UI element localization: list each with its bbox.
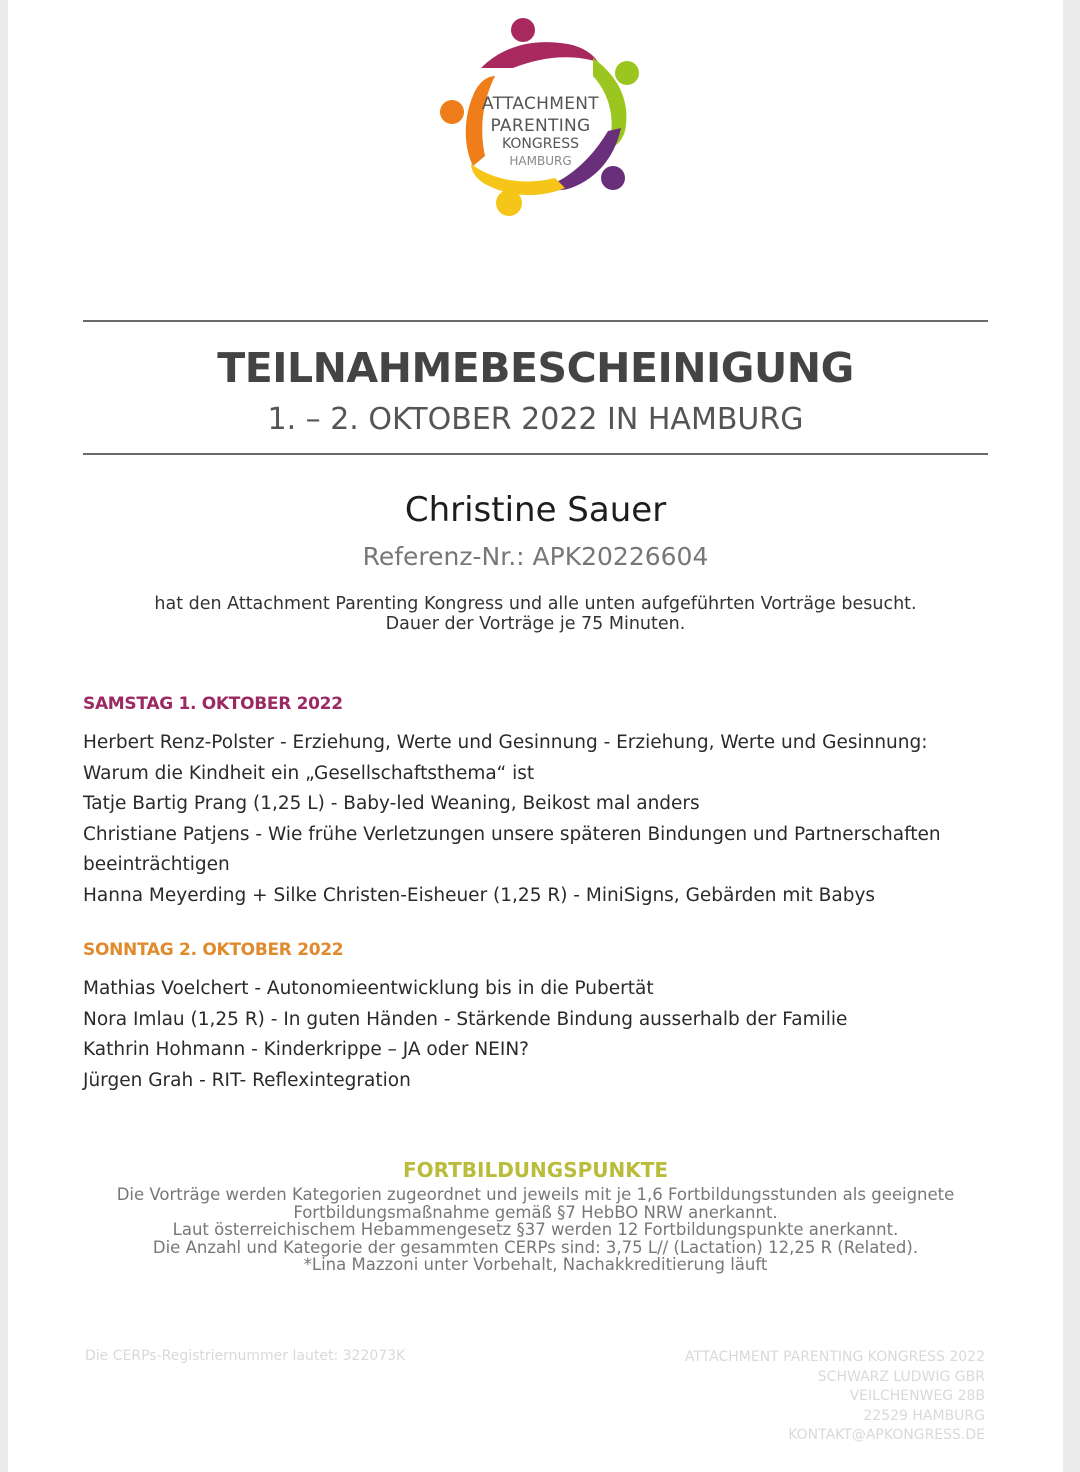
credits-section — [8, 1158, 1063, 1274]
talk-item: Mathias Voelchert - Autonomieentwicklung bis in die Pubertät — [83, 978, 654, 999]
sunday-heading: SONNTAG 2. OKTOBER 2022 — [83, 940, 344, 960]
event-dates: 1. – 2. OKTOBER 2022 IN HAMBURG — [267, 402, 804, 437]
credits-line: *Lina Mazzoni unter Vorbehalt, Nachakkreditierung läuft — [303, 1255, 768, 1274]
saturday-section — [83, 694, 988, 911]
talk-item: Jürgen Grah - RIT- Reflexintegration — [83, 1069, 411, 1091]
address-line: VEILCHENWEG 28B — [849, 1388, 985, 1404]
certificate-page — [8, 0, 1063, 1472]
sunday-section — [83, 940, 988, 1096]
talk-item: Herbert Renz-Polster - Erziehung, Werte und Gesinnung - Erziehung, Werte und Gesinnung: Warum die Kindheit ein „Gesellschaftsthema“ ist — [83, 732, 928, 784]
reference-number: Referenz-Nr.: APK20226604 — [362, 542, 709, 571]
intro-text — [8, 594, 1063, 634]
intro-line: hat den Attachment Parenting Kongress und alle unten aufgeführten Vorträge besucht. — [154, 594, 917, 614]
logo-text-hamburg: HAMBURG — [509, 154, 572, 168]
address-line: 22529 HAMBURG — [863, 1407, 985, 1424]
talk-item: Tatje Bartig Prang (1,25 L) - Baby-led Weaning, Beikost mal anders — [83, 793, 700, 814]
footer-address — [685, 1348, 985, 1446]
talk-item: Nora Imlau (1,25 R) - In guten Händen - Stärkende Bindung ausserhalb der Familie — [83, 1008, 848, 1030]
credits-heading: FORTBILDUNGSPUNKTE — [402, 1158, 669, 1182]
contact-email: KONTAKT@APKONGRESS.DE — [788, 1427, 985, 1443]
talk-item: Christiane Patjens - Wie frühe Verletzungen unsere späteren Bindungen und Partnerschaften beeinträchtigen — [83, 823, 941, 875]
bottom-divider — [83, 453, 988, 455]
participant-name: Christine Sauer — [404, 490, 667, 530]
intro-line: Dauer der Vorträge je 75 Minuten. — [385, 614, 686, 634]
certificate-title: TEILNAHMEBESCHEINIGUNG — [217, 344, 854, 392]
address-line: ATTACHMENT PARENTING KONGRESS 2022 — [684, 1349, 985, 1365]
address-line: SCHWARZ LUDWIG GBR — [817, 1368, 985, 1385]
logo-text-parenting: PARENTING — [490, 116, 591, 136]
saturday-heading: SAMSTAG 1. OKTOBER 2022 — [83, 694, 343, 714]
credits-line: Die Vorträge werden Kategorien zugeordnet und jeweils mit je 1,6 Fortbildungsstunden als geeignete — [116, 1185, 955, 1204]
kongress-logo — [433, 16, 648, 221]
talk-item: Hanna Meyerding + Silke Christen-Eisheuer (1,25 R) - MiniSigns, Gebärden mit Babys — [83, 884, 876, 906]
logo-text-attachment: ATTACHMENT — [482, 94, 599, 114]
logo-text-kongress: KONGRESS — [501, 136, 580, 152]
top-divider — [83, 320, 988, 322]
cerps-registration-number: Die CERPs-Registriernummer lautet: 322073K — [85, 1348, 406, 1364]
credits-line: Laut österreichischem Hebammengesetz §37 werden 12 Fortbildungspunkte anerkannt. — [172, 1220, 899, 1239]
credits-line: Fortbildungsmaßnahme gemäß §7 HebBO NRW anerkannt. — [293, 1202, 778, 1222]
talk-item: Kathrin Hohmann - Kinderkrippe – JA oder NEIN? — [83, 1039, 529, 1060]
credits-line: Die Anzahl und Kategorie der gesammten CERPs sind: 3,75 L// (Lactation) 12,25 R (Related). — [152, 1237, 919, 1257]
